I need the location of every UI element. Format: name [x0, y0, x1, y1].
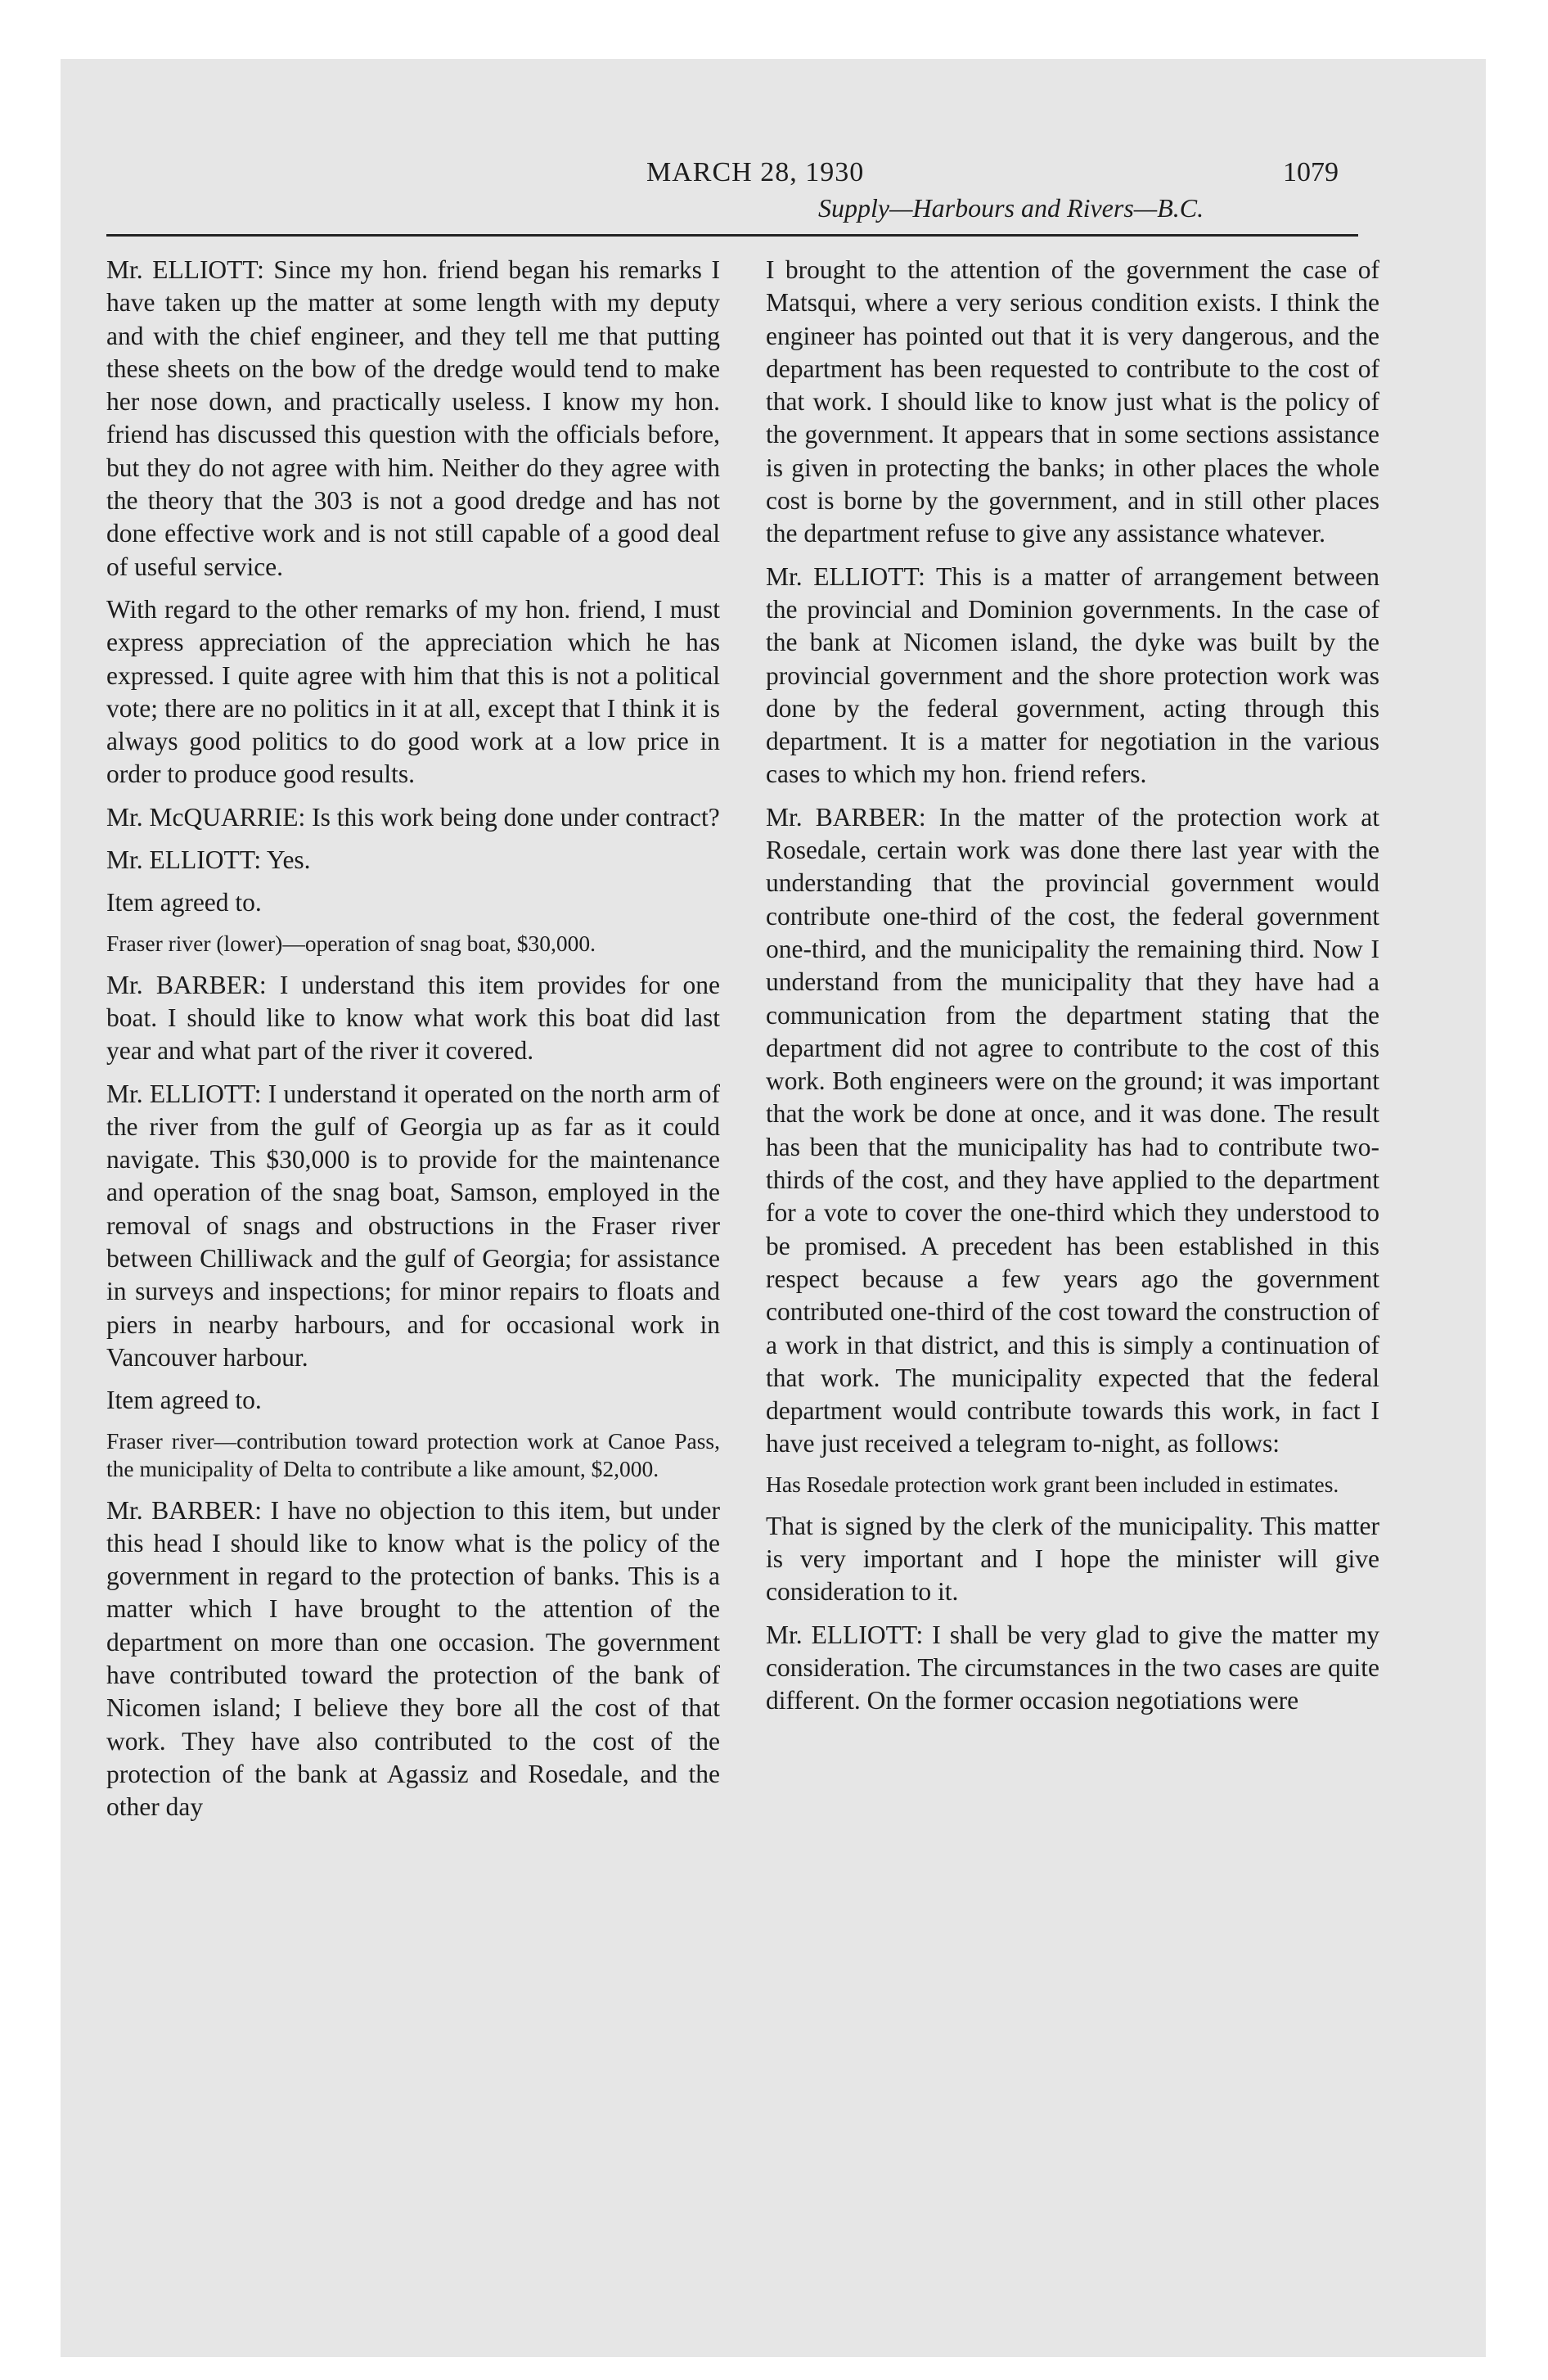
header-rule: [106, 234, 1358, 237]
left-column: [106, 254, 720, 1833]
paragraph: Mr. ELLIOTT: I shall be very glad to give the matter my consideration. The circumstances in the two cases are quite different. On the former occasion negotiations were: [766, 1620, 1379, 1715]
header-subtitle: Supply—Harbours and Rivers—B.C.: [818, 193, 1204, 223]
item-agreed: Item agreed to.: [106, 1386, 262, 1415]
paragraph: Mr. ELLIOTT: This is a matter of arrangement between the provincial and Dominion governments. In the case of the bank at Nicomen island, the dyke was built by the provincial government and the shore protection work was done by the federal government, acting through this department. It is a matter for negotiation in the various cases to which my hon. friend refers.: [766, 561, 1379, 789]
paragraph: With regard to the other remarks of my hon. friend, I must express appreciation of the appreciation which he has expressed. I quite agree with him that this is not a political vote; there are no politics in it at all, except that I think it is always good politics to do good work at a low price in order to produce good results.: [106, 594, 720, 789]
header-date: MARCH 28, 1930: [646, 157, 865, 187]
hansard-page: [106, 131, 1379, 2226]
vote-item: Fraser river (lower)—operation of snag boat, $30,000.: [106, 930, 596, 956]
paragraph: Mr. ELLIOTT: Since my hon. friend began his remarks I have taken up the matter at some length with my deputy and with the chief engineer, and they tell me that putting these sheets on the bow of the dredge would tend to make her nose down, and practically useless. I know my hon. friend has discussed this question with the officials before, but they do not agree with him. Neither do they agree with the theory that the 303 is not a good dredge and has not done effective work and is not still capable of a good deal of useful service.: [106, 255, 720, 581]
vote-item: Fraser river—contribution toward protection work at Canoe Pass, the municipality of Delta to contribute a like amount, $2,000.: [106, 1427, 720, 1481]
page-number: 1079: [1283, 157, 1339, 187]
paragraph: Mr. BARBER: I have no objection to this item, but under this head I should like to know what is the policy of the government in regard to the protection of banks. This is a matter which I have brought to the attention of the department on more than one occasion. The government have contributed toward the protection of the bank of Nicomen island; I believe they bore all the cost of that work. They have also contributed to the cost of the protection of the bank at Agassiz and Rosedale, and the other day: [106, 1495, 720, 1822]
paragraph: Mr. ELLIOTT: I understand it operated on the north arm of the river from the gulf of Georgia up as far as it could navigate. This $30,000 is to provide for the maintenance and operation of the snag boat, Samson, employed in the removal of snags and obstructions in the Fraser river between Chilliwack and the gulf of Georgia; for assistance in surveys and inspections; for minor repairs to floats and piers in nearby harbours, and for occasional work in Vancouver harbour.: [106, 1079, 720, 1372]
telegram-quote: Has Rosedale protection work grant been included in estimates.: [766, 1471, 1339, 1497]
paragraph: Mr. BARBER: I understand this item provides for one boat. I should like to know what work this boat did last year and what part of the river it covered.: [106, 970, 720, 1066]
paragraph: Mr. ELLIOTT: Yes.: [106, 845, 311, 875]
right-column: [766, 254, 1379, 1727]
running-header: [106, 157, 1358, 198]
paragraph: I brought to the attention of the government the case of Matsqui, where a very serious condition exists. I think the engineer has pointed out that it is very dangerous, and the department has been requested to contribute to the cost of that work. I should like to know just what is the policy of the government. It appears that in some sections assistance is given in protecting the banks; in other places the whole cost is borne by the government, and in still other places the department refuse to give any assistance whatever.: [766, 255, 1379, 548]
paragraph: Mr. McQUARRIE: Is this work being done under contract?: [106, 802, 720, 832]
paragraph: That is signed by the clerk of the municipality. This matter is very important and I hope the minister will give consideration to it.: [766, 1511, 1379, 1607]
item-agreed: Item agreed to.: [106, 888, 262, 917]
paragraph: Mr. BARBER: In the matter of the protection work at Rosedale, certain work was done there last year with the understanding that the provincial government would contribute one-third of the cost, the federal government one-third, and the municipality the remaining third. Now I understand from the municipality that they have had a communication from the department stating that the department did not agree to contribute to the cost of this work. Both engineers were on the ground; it was important that the work be done at once, and it was done. The result has been that the municipality has had to contribute two-thirds of the cost, and they have applied to the department for a vote to cover the one-third which they understood to be promised. A precedent has been established in this respect because a few years ago the government contributed one-third of the cost toward the construction of a work in that district, and this is simply a continuation of that work. The municipality expected that the federal department would contribute towards this work, in fact I have just received a telegram to-night, as follows:: [766, 802, 1379, 1458]
